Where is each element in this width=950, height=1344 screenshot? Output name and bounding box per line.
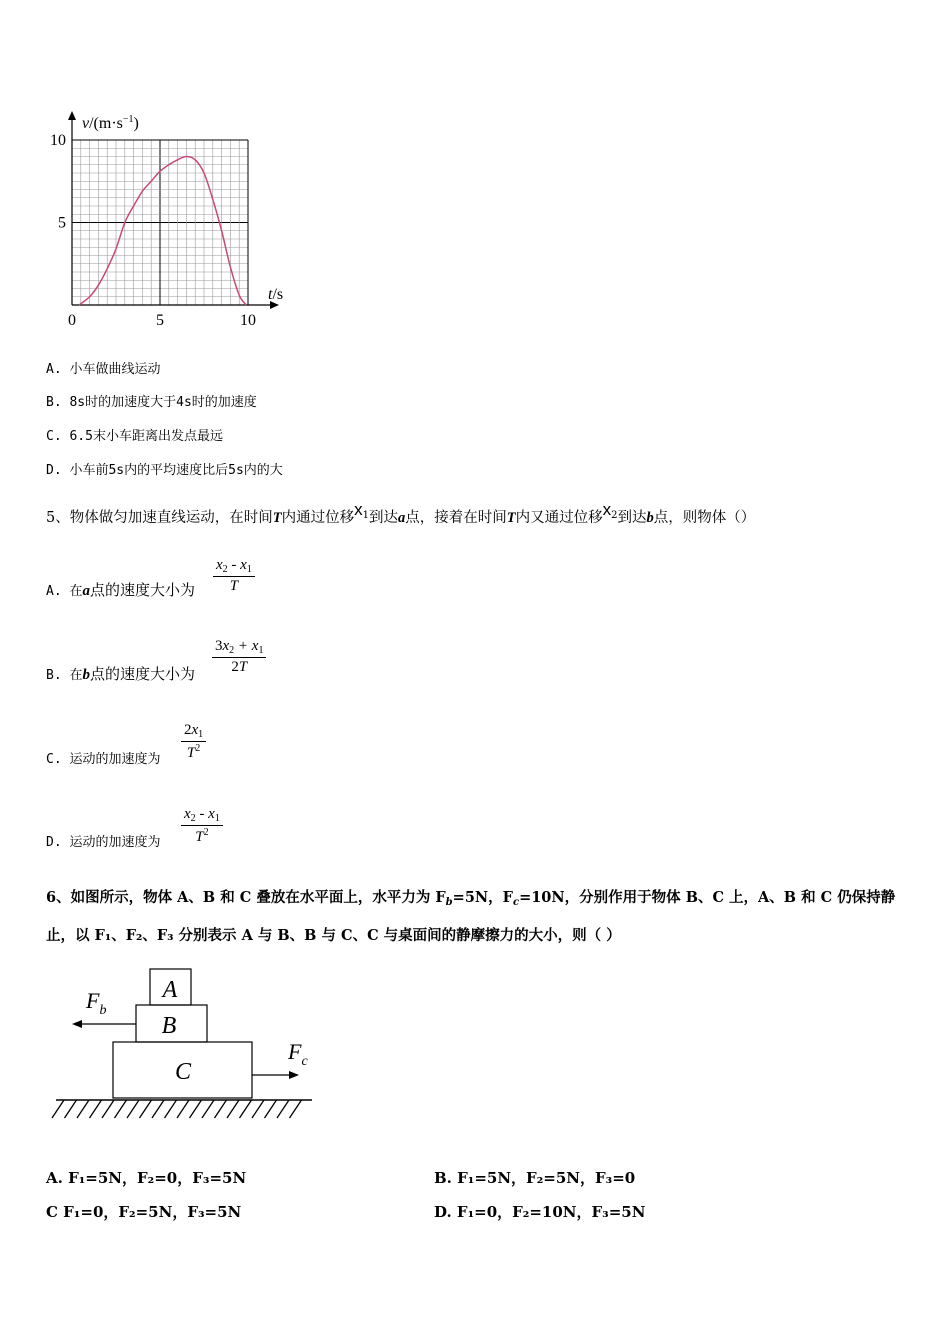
- hatch-line: [140, 1100, 152, 1118]
- hatch-line: [102, 1100, 114, 1118]
- q6-option-d: D. F₁=0，F₂=10N，F₃=5N: [434, 1203, 646, 1221]
- label-c: C: [174, 1059, 192, 1085]
- hatch-line: [65, 1100, 77, 1118]
- q5-option-a: A. 在a点的速度大小为: [46, 581, 195, 599]
- label-b: B: [161, 1013, 177, 1039]
- hatch-line: [90, 1100, 102, 1118]
- x-tick-label: 0: [68, 312, 76, 329]
- y-axis-arrowhead: [68, 111, 76, 120]
- hatch-line: [215, 1100, 227, 1118]
- chart-grid: [72, 140, 248, 305]
- ground-hatching: [52, 1100, 302, 1118]
- force-fc-label: $F_c$: [288, 1039, 308, 1069]
- q5-stem: 5、物体做匀加速直线运动，在时间T内通过位移$x_1$到达a点，接着在时间T内又通过位移$x_2$到达b点，则物体（）: [46, 500, 756, 526]
- hatch-line: [202, 1100, 214, 1118]
- force-fb-arrowhead: [72, 1020, 82, 1028]
- label-a: A: [162, 977, 178, 1003]
- hatch-line: [227, 1100, 239, 1118]
- q6-stem-line1: 6、如图所示，物体 A、B 和 C 叠放在水平面上，水平力为 $F_b=5N$，$F_c=10N$，分别作用于物体 B、C 上，A、B 和 C 仍保持静: [46, 889, 896, 908]
- q4-option-b: B. 8s时的加速度大于4s时的加速度: [46, 395, 257, 410]
- q6-stem-line2: 止，以 F₁、F₂、F₃ 分别表示 A 与 B、B 与 C、C 与桌面间的静摩擦力的大小，则（ ）: [46, 927, 621, 944]
- hatch-line: [152, 1100, 164, 1118]
- x-tick-label: 10: [240, 312, 256, 329]
- hatch-line: [252, 1100, 264, 1118]
- y-tick-label: 5: [58, 214, 66, 232]
- hatch-line: [127, 1100, 139, 1118]
- q5-option-d-fraction: $\frac{x_2 - x_1}{T^2}$: [181, 806, 223, 846]
- hatch-line: [52, 1100, 64, 1118]
- hatch-line: [290, 1100, 302, 1118]
- force-fc-arrowhead: [289, 1071, 299, 1079]
- chart-axes: [68, 111, 279, 309]
- q5-option-c-fraction: $\frac{2x_1}{T^2}$: [181, 722, 206, 762]
- y-axis-label: $v/(m\cdot s^{-1})$: [82, 114, 139, 132]
- hatch-line: [190, 1100, 202, 1118]
- q5-option-a-fraction: $\frac{x_2 - x_1}{T}$: [213, 557, 255, 595]
- hatch-line: [115, 1100, 127, 1118]
- hatch-line: [77, 1100, 89, 1118]
- hatch-line: [277, 1100, 289, 1118]
- hatch-line: [240, 1100, 252, 1118]
- force-fb-label: $F_b$: [86, 988, 107, 1018]
- q4-option-d: D. 小车前5s内的平均速度比后5s内的大: [46, 463, 283, 478]
- hatch-line: [177, 1100, 189, 1118]
- q5-option-b: B. 在b点的速度大小为: [46, 665, 195, 683]
- x-tick-label: 5: [156, 312, 164, 329]
- q6-option-b: B. F₁=5N，F₂=5N，F₃=0: [434, 1169, 636, 1187]
- q6-option-a: A. F₁=5N，F₂=0，F₃=5N: [46, 1169, 247, 1187]
- x-axis-label: t/s: [268, 286, 284, 303]
- q5-option-b-fraction: $\frac{3x_2 + x_1}{2T}$: [212, 638, 266, 676]
- hatch-line: [165, 1100, 177, 1118]
- y-tick-label: 10: [50, 132, 66, 149]
- hatch-line: [265, 1100, 277, 1118]
- velocity-time-chart: [30, 100, 310, 340]
- stacked-blocks-diagram: [50, 962, 330, 1127]
- q5-option-d: D. 运动的加速度为: [46, 835, 161, 850]
- q4-option-c: C. 6.5末小车距离出发点最远: [46, 429, 223, 444]
- q5-option-c: C. 运动的加速度为: [46, 752, 161, 767]
- q6-option-c: C F₁=0，F₂=5N，F₃=5N: [46, 1203, 242, 1221]
- q4-option-a: A. 小车做曲线运动: [46, 362, 161, 377]
